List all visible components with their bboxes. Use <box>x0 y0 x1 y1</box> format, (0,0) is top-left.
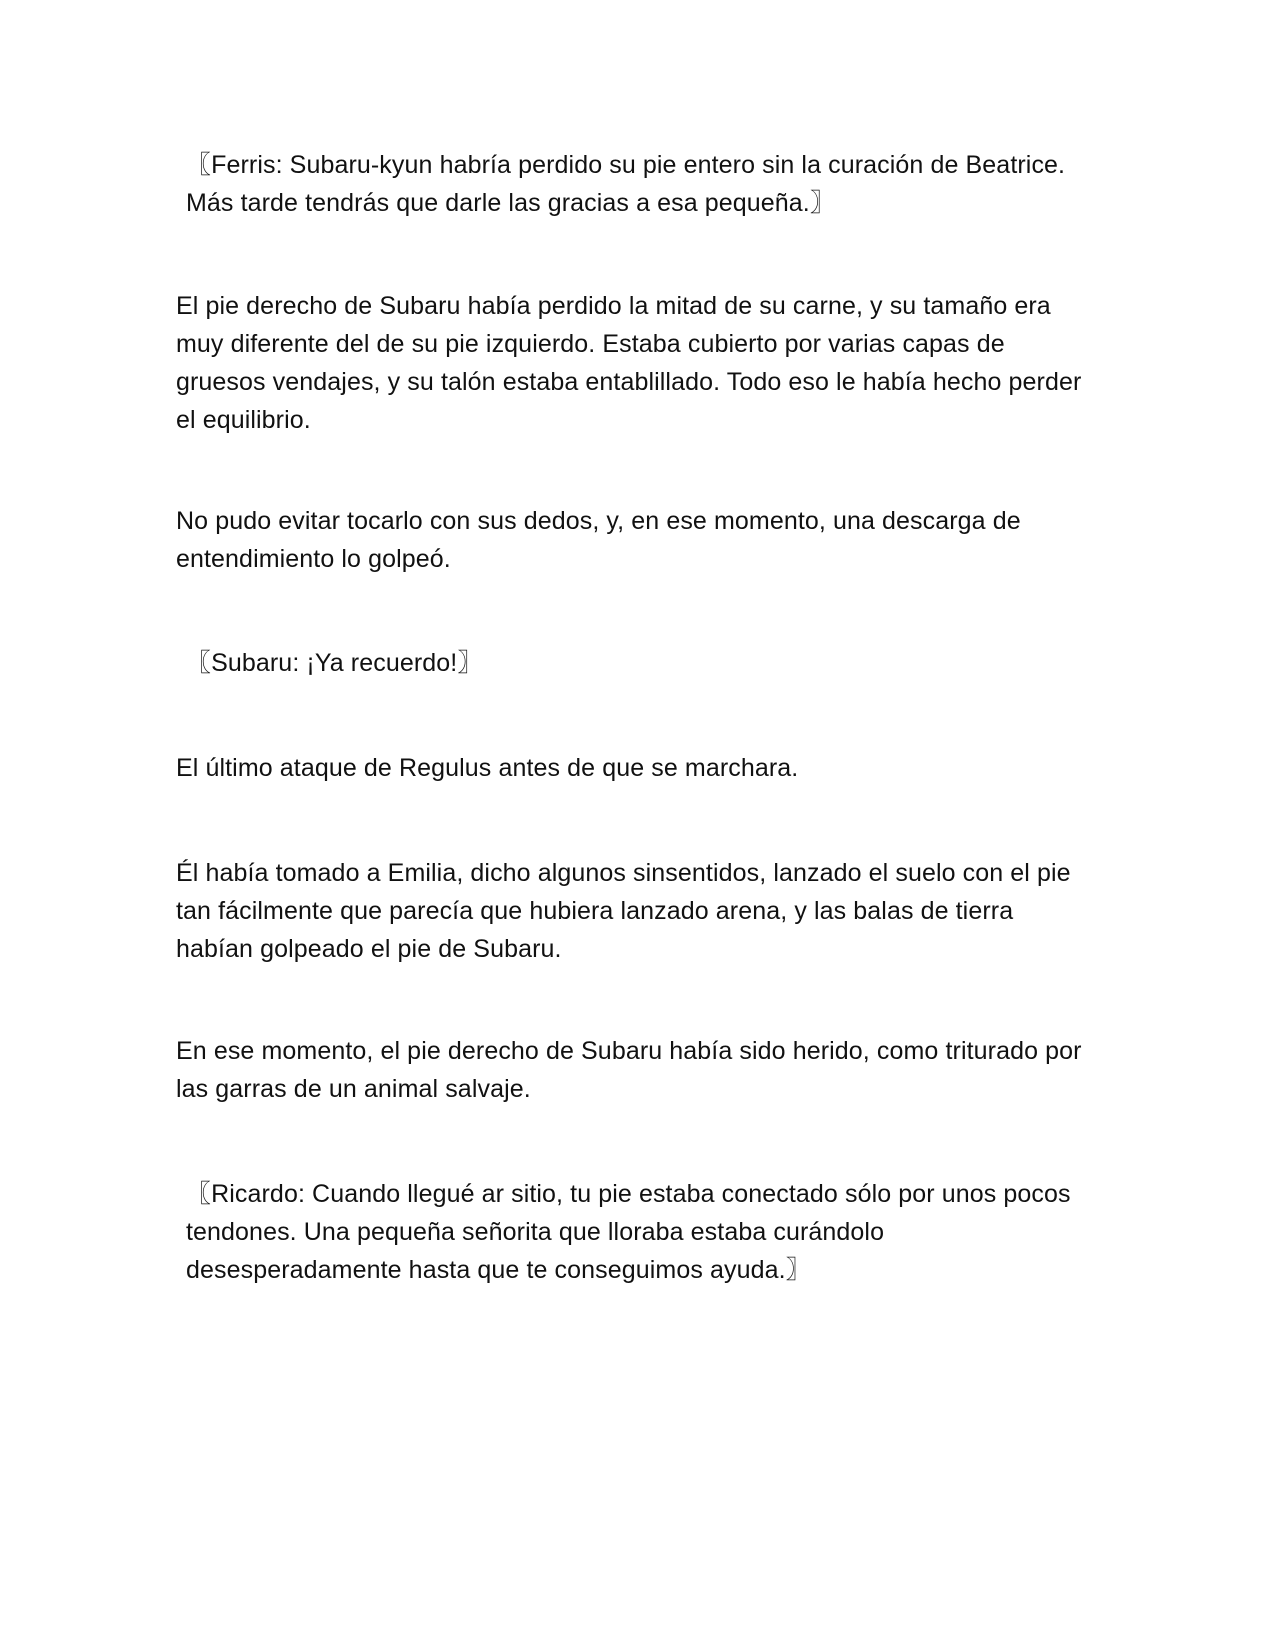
paragraph-emilia: Él había tomado a Emilia, dicho algunos sinsentidos, lanzado el suelo con el pie tan fácilmente que parecía que hubiera lanzado arena, y las balas de tierra habían golpeado el pie de Subaru. <box>176 859 1071 963</box>
paragraph-last-attack: El último ataque de Regulus antes de que se marchara. <box>176 754 799 782</box>
paragraph-touch: No pudo evitar tocarlo con sus dedos, y, en ese momento, una descarga de entendimiento lo golpeó. <box>176 507 1021 573</box>
paragraph-ricardo-dialogue: 〖Ricardo: Cuando llegué ar sitio, tu pie estaba conectado sólo por unos pocos tendones. Una pequeña señorita que lloraba estaba curándolo desesperadamente hasta que te conseguimos ayuda.〗 <box>186 1180 1071 1284</box>
paragraph-right-foot: El pie derecho de Subaru había perdido la mitad de su carne, y su tamaño era muy diferente del de su pie izquierdo. Estaba cubierto por varias capas de gruesos vendajes, y su talón estaba entablillado. Todo eso le había hecho perder el equilibrio. <box>176 292 1082 434</box>
paragraph-ferris-dialogue: 〖Ferris: Subaru-kyun habría perdido su pie entero sin la curación de Beatrice. Más tarde tendrás que darle las gracias a esa pequeña.〗 <box>186 151 1066 217</box>
paragraph-subaru-dialogue: 〖Subaru: ¡Ya recuerdo!〗 <box>186 649 483 677</box>
paragraph-wounded: En ese momento, el pie derecho de Subaru había sido herido, como triturado por las garras de un animal salvaje. <box>176 1037 1082 1103</box>
